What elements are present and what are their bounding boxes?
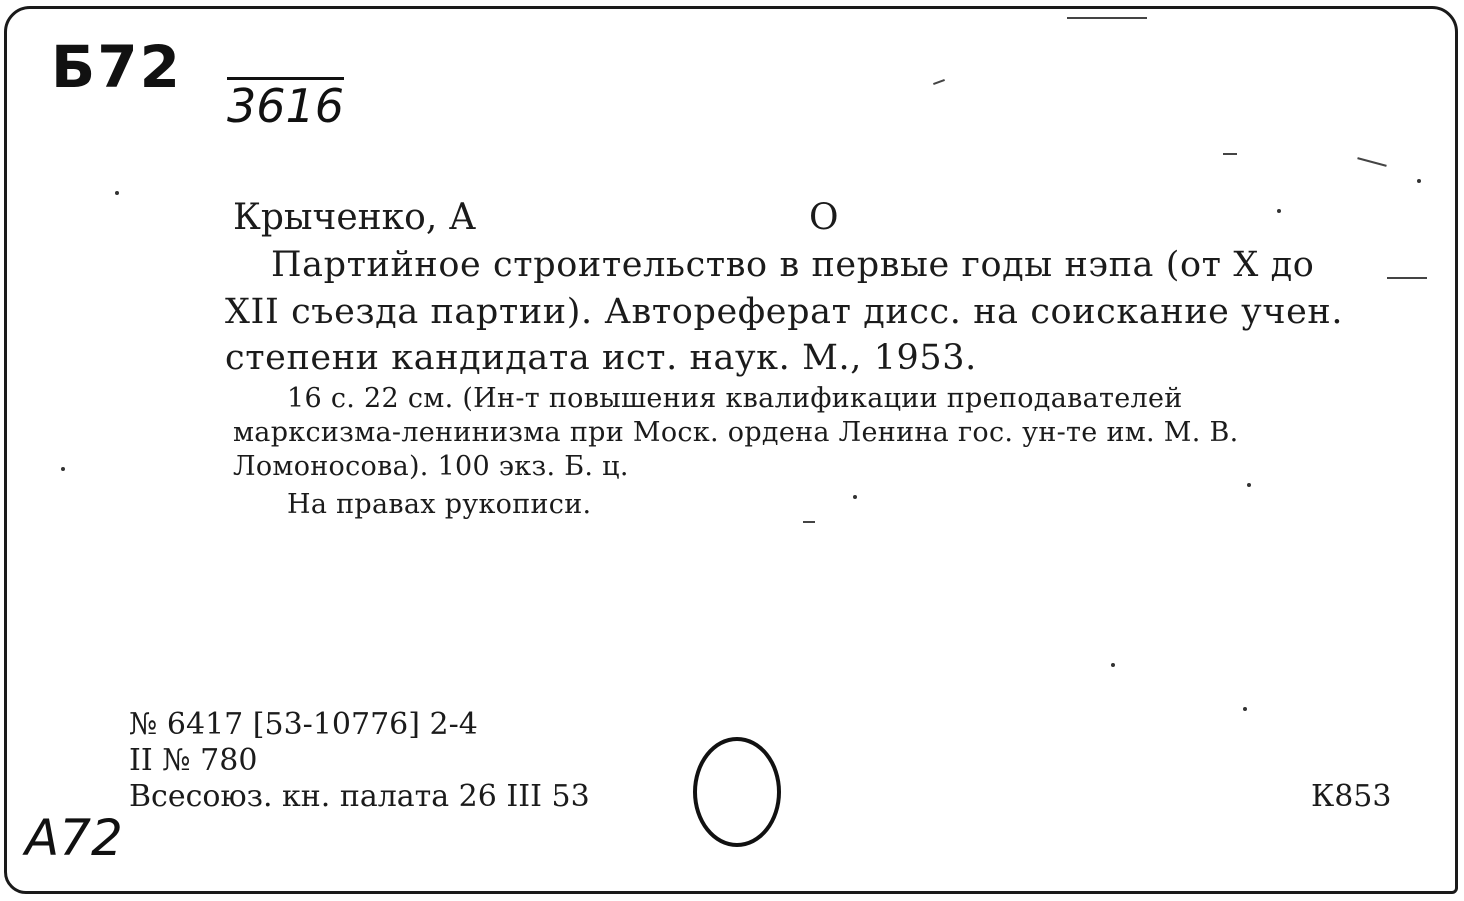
details-line-4: На правах рукописи. [287, 489, 592, 520]
catalog-marker: О [809, 197, 839, 238]
punch-hole [693, 737, 781, 847]
scan-mark [803, 521, 815, 523]
scan-speck [1417, 179, 1421, 183]
scan-speck [1111, 663, 1115, 667]
call-number-sub: 3616 [227, 79, 345, 133]
scan-speck [1243, 707, 1247, 711]
footer-record-number: № 6417 [53-10776] 2-4 [129, 707, 478, 742]
title-line-3: степени кандидата ист. наук. М., 1953. [225, 338, 977, 378]
scan-mark [1223, 153, 1237, 155]
call-number-main: Б72 [51, 33, 182, 101]
footer-code: К853 [1311, 779, 1392, 814]
details-line-1: 16 с. 22 см. (Ин-т повышения квалификации преподавателей [287, 383, 1183, 414]
footer-serial: II № 780 [129, 743, 258, 778]
scan-speck [853, 495, 857, 499]
title-line-1: Партийное строительство в первые годы нэпа (от X до [271, 245, 1315, 285]
scan-speck [61, 467, 65, 471]
title-line-2: XII съезда партии). Автореферат дисс. на соискание учен. [225, 292, 1344, 332]
scan-mark [1357, 157, 1386, 167]
scan-mark [1067, 17, 1147, 19]
details-line-2: марксизма-ленинизма при Моск. ордена Ленина гос. ун-те им. М. В. [233, 417, 1239, 448]
footer-chamber: Всесоюз. кн. палата 26 III 53 [129, 779, 590, 814]
scan-mark [1387, 277, 1427, 279]
scan-mark [933, 79, 945, 85]
catalog-card [4, 6, 1458, 894]
details-line-3: Ломоносова). 100 экз. Б. ц. [233, 451, 629, 482]
scan-speck [1277, 209, 1281, 213]
call-number-bottom: А72 [25, 809, 123, 867]
author: Крыченко, А [233, 197, 476, 238]
scan-speck [115, 191, 119, 195]
scan-speck [1247, 483, 1251, 487]
